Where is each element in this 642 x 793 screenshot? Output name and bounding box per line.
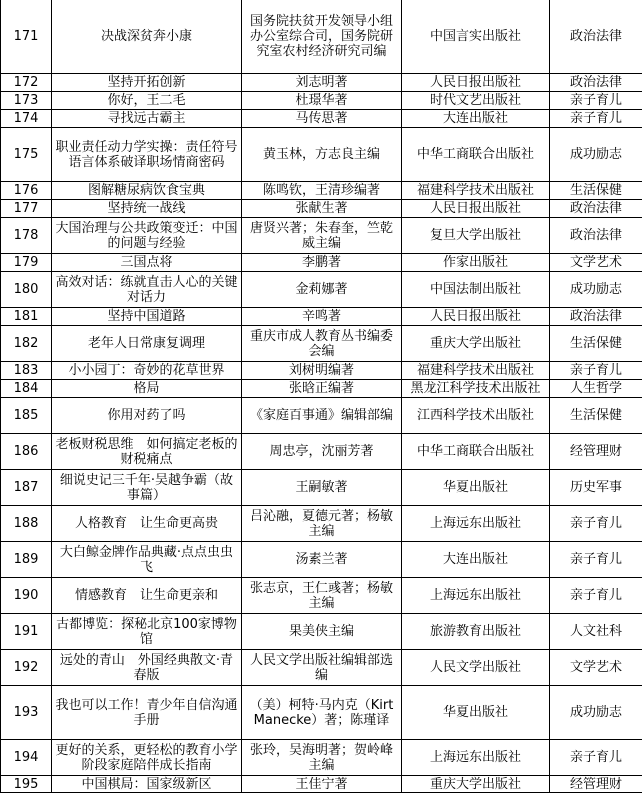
row-number-cell: 172 — [0, 74, 52, 91]
row-number-cell: 189 — [0, 542, 52, 577]
table-row — [0, 182, 642, 200]
table-row — [0, 110, 642, 128]
table-row — [0, 686, 642, 740]
book-title-cell: 决战深贫奔小康 — [52, 0, 242, 73]
category-cell: 成功励志 — [569, 705, 622, 720]
row-number-cell: 192 — [0, 650, 52, 685]
category-cell: 亲子育儿 — [569, 516, 622, 531]
publisher-cell: 时代文艺出版社 — [402, 92, 550, 109]
table-row — [0, 470, 642, 506]
book-title-cell: 图解糖尿病饮食宝典 — [52, 182, 242, 199]
publisher-cell: 福建科学技术出版社 — [402, 182, 550, 199]
publisher-cell: 黑龙江科学技术出版社 — [402, 380, 550, 397]
publisher-cell: 中国言实出版社 — [402, 0, 550, 73]
row-number-cell: 173 — [0, 92, 52, 109]
table-row — [0, 200, 642, 218]
category-cell: 亲子育儿 — [569, 552, 622, 567]
table-row — [0, 776, 642, 793]
author-cell: 周忠亭，沈丽芳著 — [242, 434, 402, 469]
author-cell: 刘志明著 — [242, 74, 402, 91]
book-title-cell: 远处的青山 外国经典散文·青春版 — [52, 650, 242, 685]
book-title-cell: 坚持统一战线 — [52, 200, 242, 217]
book-title-cell: 大白鲸金牌作品典藏·点点虫虫飞 — [52, 542, 242, 577]
book-title-cell: 你好，王二毛 — [52, 92, 242, 109]
row-number-cell: 186 — [0, 434, 52, 469]
author-cell: 杜璟华著 — [242, 92, 402, 109]
author-cell: 李鹏著 — [242, 254, 402, 271]
row-number-cell: 188 — [0, 506, 52, 541]
table-row — [0, 380, 642, 398]
category-cell: 亲子育儿 — [569, 363, 622, 378]
publisher-cell: 人民文学出版社 — [402, 650, 550, 685]
publisher-cell: 中华工商联合出版社 — [402, 434, 550, 469]
author-cell: 王嗣敏著 — [242, 470, 402, 505]
author-cell: 果美侠主编 — [242, 614, 402, 649]
row-number-cell: 174 — [0, 110, 52, 127]
table-row — [0, 254, 642, 272]
author-cell: 陈鸣钦，王清珍编著 — [242, 182, 402, 199]
author-cell: 重庆市成人教育丛书编委会编 — [242, 326, 402, 361]
row-number-cell: 191 — [0, 614, 52, 649]
category-cell: 亲子育儿 — [569, 93, 622, 108]
book-title-cell: 情感教育 让生命更亲和 — [52, 578, 242, 613]
book-title-cell: 大国治理与公共政策变迁：中国的问题与经验 — [52, 218, 242, 253]
book-title-cell: 格局 — [52, 380, 242, 397]
book-title-cell: 寻找远古霸主 — [52, 110, 242, 127]
book-title-cell: 高效对话：练就直击人心的关键对话力 — [52, 272, 242, 307]
publisher-cell: 大连出版社 — [402, 542, 550, 577]
book-title-cell: 我也可以工作！青少年自信沟通手册 — [52, 686, 242, 739]
publisher-cell: 华夏出版社 — [402, 686, 550, 739]
category-cell: 生活保健 — [569, 336, 622, 351]
author-cell: 马传思著 — [242, 110, 402, 127]
table-row — [0, 92, 642, 110]
row-number-cell: 194 — [0, 740, 52, 775]
row-number-cell: 193 — [0, 686, 52, 739]
publisher-cell: 江西科学技术出版社 — [402, 398, 550, 433]
author-cell: 唐贤兴著；朱春奎，竺乾威主编 — [242, 218, 402, 253]
publisher-cell: 人民日报出版社 — [402, 308, 550, 325]
publisher-cell: 华夏出版社 — [402, 470, 550, 505]
table-row — [0, 362, 642, 380]
book-title-cell: 细说史记三千年·吴越争霸（故事篇） — [52, 470, 242, 505]
book-title-cell: 坚持开拓创新 — [52, 74, 242, 91]
row-number-cell: 190 — [0, 578, 52, 613]
row-number-cell: 179 — [0, 254, 52, 271]
publisher-cell: 人民日报出版社 — [402, 74, 550, 91]
category-cell: 亲子育儿 — [569, 750, 622, 765]
row-number-cell: 175 — [0, 128, 52, 181]
row-number-cell: 181 — [0, 308, 52, 325]
row-number-cell: 171 — [0, 0, 52, 73]
publisher-cell: 复旦大学出版社 — [402, 218, 550, 253]
table-row — [0, 0, 642, 74]
table-row — [0, 326, 642, 362]
publisher-cell: 旅游教育出版社 — [402, 614, 550, 649]
category-cell: 经管理财 — [569, 444, 622, 459]
row-number-cell: 178 — [0, 218, 52, 253]
author-cell: 王佳宁著 — [242, 776, 402, 792]
table-row — [0, 272, 642, 308]
row-number-cell: 180 — [0, 272, 52, 307]
table-row — [0, 308, 642, 326]
author-cell: 张献生著 — [242, 200, 402, 217]
publisher-cell: 作家出版社 — [402, 254, 550, 271]
author-cell: 《家庭百事通》编辑部编 — [242, 398, 402, 433]
publisher-cell: 人民日报出版社 — [402, 200, 550, 217]
publisher-cell: 上海远东出版社 — [402, 740, 550, 775]
table-row — [0, 434, 642, 470]
category-cell: 政治法律 — [569, 201, 622, 216]
author-cell: 黄玉林，方志良主编 — [242, 128, 402, 181]
publisher-cell: 重庆大学出版社 — [402, 326, 550, 361]
publisher-cell: 上海远东出版社 — [402, 506, 550, 541]
book-title-cell: 中国棋局：国家级新区 — [52, 776, 242, 792]
table-row — [0, 74, 642, 92]
category-cell: 人文社科 — [569, 624, 622, 639]
author-cell: 人民文学出版社编辑部选编 — [242, 650, 402, 685]
row-number-cell: 187 — [0, 470, 52, 505]
table-row — [0, 542, 642, 578]
author-cell: 张志京，王仁彧著；杨敏主编 — [242, 578, 402, 613]
table-row — [0, 650, 642, 686]
row-number-cell: 184 — [0, 380, 52, 397]
row-number-cell: 183 — [0, 362, 52, 379]
row-number-cell: 182 — [0, 326, 52, 361]
category-cell: 生活保健 — [569, 408, 622, 423]
author-cell: 金莉娜著 — [242, 272, 402, 307]
table-row — [0, 614, 642, 650]
book-title-cell: 职业责任动力学实操：责任符号语言体系破译职场情商密码 — [52, 128, 242, 181]
category-cell: 人生哲学 — [569, 381, 622, 396]
book-title-cell: 坚持中国道路 — [52, 308, 242, 325]
category-cell: 亲子育儿 — [569, 588, 622, 603]
author-cell: 吕沁融，夏德元著；杨敏主编 — [242, 506, 402, 541]
publisher-cell: 上海远东出版社 — [402, 578, 550, 613]
category-cell: 历史军事 — [569, 480, 622, 495]
author-cell: 张玲，吴海明著；贺岭峰主编 — [242, 740, 402, 775]
row-number-cell: 177 — [0, 200, 52, 217]
table-row — [0, 506, 642, 542]
book-title-cell: 三国点将 — [52, 254, 242, 271]
book-title-cell: 古都博览：探秘北京100家博物馆 — [52, 614, 242, 649]
category-cell: 政治法律 — [569, 29, 622, 44]
category-cell: 政治法律 — [569, 75, 622, 90]
book-title-cell: 老板财税思维 如何搞定老板的财税痛点 — [52, 434, 242, 469]
category-cell: 亲子育儿 — [569, 111, 622, 126]
row-number-cell: 176 — [0, 182, 52, 199]
row-number-cell: 185 — [0, 398, 52, 433]
publisher-cell: 中国法制出版社 — [402, 272, 550, 307]
publisher-cell: 大连出版社 — [402, 110, 550, 127]
table-row — [0, 128, 642, 182]
table-row — [0, 740, 642, 776]
category-cell: 文学艺术 — [569, 660, 622, 675]
category-cell: 政治法律 — [569, 309, 622, 324]
category-cell: 成功励志 — [569, 282, 622, 297]
table-row — [0, 398, 642, 434]
category-cell: 政治法律 — [569, 228, 622, 243]
book-title-cell: 更好的关系，更轻松的教育小学阶段家庭陪伴成长指南 — [52, 740, 242, 775]
category-cell: 成功励志 — [569, 147, 622, 162]
publisher-cell: 中华工商联合出版社 — [402, 128, 550, 181]
book-title-cell: 老年人日常康复调理 — [52, 326, 242, 361]
table-row — [0, 218, 642, 254]
table-row — [0, 578, 642, 614]
author-cell: 汤素兰著 — [242, 542, 402, 577]
book-title-cell: 人格教育 让生命更高贵 — [52, 506, 242, 541]
row-number-cell: 195 — [0, 776, 52, 792]
book-title-cell: 小小园丁：奇妙的花草世界 — [52, 362, 242, 379]
publisher-cell: 重庆大学出版社 — [402, 776, 550, 792]
author-cell: （美）柯特·马内克（Kirt Manecke）著；陈瑾译 — [242, 686, 402, 739]
author-cell: 刘树明编著 — [242, 362, 402, 379]
author-cell: 张晗正编著 — [242, 380, 402, 397]
category-cell: 生活保健 — [569, 183, 622, 198]
author-cell: 辛鸣著 — [242, 308, 402, 325]
book-title-cell: 你用对药了吗 — [52, 398, 242, 433]
category-cell: 文学艺术 — [569, 255, 622, 270]
category-cell: 经管理财 — [569, 776, 622, 792]
publisher-cell: 福建科学技术出版社 — [402, 362, 550, 379]
author-cell: 国务院扶贫开发领导小组办公室综合司，国务院研究室农村经济研究司编 — [242, 0, 402, 73]
